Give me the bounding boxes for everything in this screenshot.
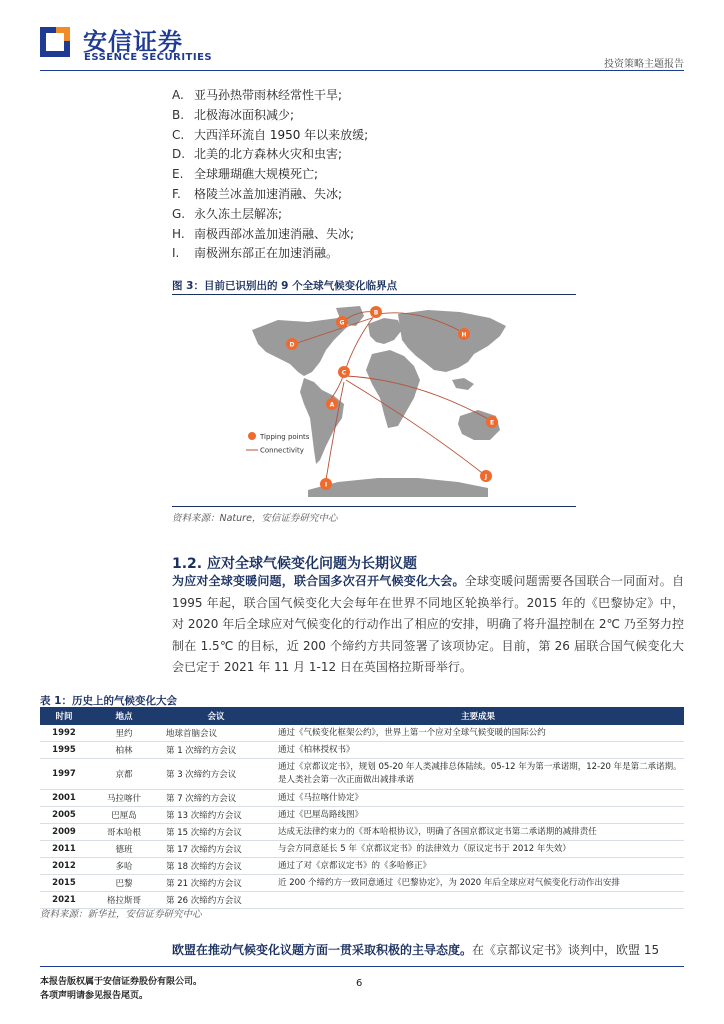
section-title: 1.2. 应对全球气候变化问题为长期议题 — [172, 556, 417, 572]
list-item: H. 南极西部冰盖加速消融、失冰; — [172, 226, 355, 241]
svg-text:J: J — [484, 473, 488, 481]
marker-e — [486, 416, 498, 428]
disclaimer-line: 各项声明请参见报告尾页。 — [40, 991, 149, 1001]
brand-name: 安信证券 — [83, 28, 183, 56]
table-row: 2015 巴黎 第 21 次缔约方会议 近 200 个缔约方一致同意通过《巴黎协定》，为 2020 年后全球应对气候变化行动作出安排 — [40, 875, 684, 892]
table-row: 2009 哥本哈根 第 15 次缔约方会议 达成无法律约束力的《哥本哈根协议》，明确了各国京都议定书第二承诺期的减排责任 — [40, 824, 684, 841]
table-row: 2012 多哈 第 18 次缔约方会议 通过了对《京都议定书》的《多哈修正》 — [40, 858, 684, 875]
col-header-place: 地点 — [88, 707, 160, 725]
closing-paragraph — [172, 940, 684, 960]
table-row: 1995 柏林 第 1 次缔约方会议 通过《柏林授权书》 — [40, 742, 684, 759]
marker-b — [370, 306, 382, 318]
marker-d — [286, 338, 298, 350]
list-item: A. 亚马孙热带雨林经常性干旱; — [172, 88, 343, 102]
svg-text:C: C — [341, 369, 347, 377]
legend-connectivity: Connectivity — [260, 446, 304, 455]
world-map — [238, 300, 512, 497]
footer-disclaimer — [40, 975, 202, 1003]
marker-h — [458, 328, 470, 340]
logo-icon — [40, 27, 70, 57]
svg-text:B: B — [373, 309, 379, 317]
section-paragraph — [172, 571, 684, 679]
figure-caption: 图 3：目前已识别出的 9 个全球气候变化临界点 — [172, 280, 398, 292]
footer-divider — [40, 966, 684, 967]
table-row: 2005 巴厘岛 第 13 次缔约方会议 通过《巴厘岛路线图》 — [40, 807, 684, 824]
climate-conference-table — [40, 707, 684, 909]
copyright-line: 本报告版权属于安信证券股份有限公司。 — [40, 977, 203, 987]
table-source: 资料来源：新华社，安信证券研究中心 — [40, 909, 202, 920]
list-item: E. 全球珊瑚礁大规模死亡; — [172, 167, 319, 182]
table-header-row — [40, 707, 684, 725]
brand-name-en: ESSENCE SECURITIES — [84, 52, 213, 63]
figure-bottom-rule — [172, 506, 576, 507]
legend-tipping: Tipping points — [260, 433, 310, 441]
paragraph-lead: 为应对全球变暖问题，联合国多次召开气候变化大会。 — [172, 574, 465, 588]
table-row: 2001 马拉喀什 第 7 次缔约方会议 通过《马拉喀什协定》 — [40, 790, 684, 807]
page-number: 6 — [356, 978, 363, 989]
marker-j — [480, 470, 492, 482]
tipping-point-list — [172, 86, 592, 264]
list-item: G. 永久冻土层解冻; — [172, 206, 283, 221]
legend-marker-icon — [248, 432, 256, 440]
svg-text:D: D — [289, 341, 295, 349]
marker-a — [326, 398, 338, 410]
figure-top-rule — [172, 294, 576, 295]
header-divider — [40, 70, 684, 71]
marker-g — [336, 316, 348, 328]
list-item: F. 格陵兰冰盖加速消融、失冰; — [172, 186, 343, 201]
col-header-meeting: 会议 — [160, 707, 272, 725]
report-type: 投资策略主题报告 — [604, 59, 684, 70]
paragraph-body: 全球变暖问题需要各国联合一同面对。自 1995 年起，联合国气候变化大会每年在世界不同地区轮换举行。2015 年的《巴黎协定》中，对 2020 年后全球应对气候变化的行动作出了相应的安排，明确了将升温控制在 2℃ 乃至努力控制在 1.5℃ 的目标，近 200 个缔约方共同签署了该项协定。目前，第 26 届联合国气候变化大会已定于 2021 年 11 月 1-12 日在英国格拉斯哥举行。 — [172, 574, 684, 674]
table-caption: 表 1：历史上的气候变化大会 — [40, 695, 177, 707]
marker-i — [320, 478, 332, 490]
svg-text:A: A — [329, 401, 335, 409]
table-row: 2011 德班 第 17 次缔约方会议 与会方同意延长 5 年《京都议定书》的法律效力（原议定书于 2012 年失效） — [40, 841, 684, 858]
svg-text:I: I — [324, 481, 328, 489]
table-row: 1997 京都 第 3 次缔约方会议 通过《京都议定书》，规划 05-20 年人类减排总体陆续。05-12 年为第一承诺期，12-20 年是第二承诺期。是人类社会第一次正面做出减排承诺 — [40, 759, 684, 790]
marker-c — [338, 366, 350, 378]
paragraph-body: 在《京都议定书》谈判中，欧盟 15 — [472, 943, 660, 957]
svg-text:E: E — [489, 419, 495, 427]
list-item: D. 北美的北方森林火灾和虫害; — [172, 147, 343, 162]
table-row: 1992 里约 地球首脑会议 通过《气候变化框架公约》，世界上第一个应对全球气候变暖的国际公约 — [40, 725, 684, 742]
list-item: B. 北极海冰面积减少; — [172, 107, 295, 122]
svg-text:G: G — [339, 319, 345, 327]
col-header-year: 时间 — [40, 707, 88, 725]
figure-source: 资料来源：Nature，安信证券研究中心 — [172, 513, 338, 524]
paragraph-lead: 欧盟在推动气候变化议题方面一贯采取积极的主导态度。 — [172, 943, 473, 957]
list-item: I. 南极洲东部正在加速消融。 — [172, 246, 339, 261]
svg-text:H: H — [461, 331, 467, 339]
table-row: 2021 格拉斯哥 第 26 次缔约方会议 — [40, 892, 684, 909]
list-item: C. 大西洋环流自 1950 年以来放缓; — [172, 127, 369, 142]
col-header-result: 主要成果 — [272, 707, 684, 725]
